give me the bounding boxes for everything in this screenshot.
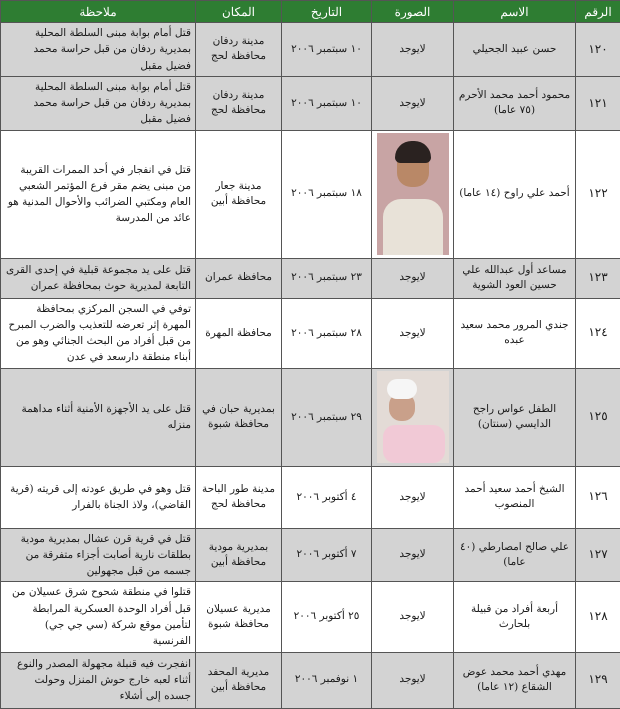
row-name: الطفل عواس راجح الدايسي (سنتان): [454, 368, 576, 466]
row-place: مدينة طور الباحة محافظة لحج: [196, 466, 282, 528]
row-num: ١٢٣: [576, 258, 620, 298]
row-name: جندي المرور محمد سعيد عبده: [454, 298, 576, 368]
row-photo-cell: [372, 130, 454, 258]
row-date: ٢٣ سبتمبر ٢٠٠٦: [282, 258, 372, 298]
row-name: أربعة أفراد من قبيلة بلحارث: [454, 582, 576, 652]
row-name: علي صالح امصارطي (٤٠ عاما): [454, 528, 576, 582]
table-row: [1, 298, 620, 368]
row-name: مساعد أول عبدالله علي حسين العود الشوية: [454, 258, 576, 298]
row-photo: لايوجد: [372, 298, 454, 368]
row-date: ٢٨ سبتمبر ٢٠٠٦: [282, 298, 372, 368]
table-row: [1, 466, 620, 528]
row-name: الشيخ أحمد سعيد أحمد المنصوب: [454, 466, 576, 528]
row-num: ١٢١: [576, 76, 620, 130]
table-row: [1, 258, 620, 298]
row-photo: لايوجد: [372, 76, 454, 130]
header-photo: الصورة: [372, 1, 454, 23]
row-place: بمديرية مودية محافظة أبين: [196, 528, 282, 582]
header-note: ملاحظة: [1, 1, 196, 23]
header-place: المكان: [196, 1, 282, 23]
row-date: ١٨ سبتمبر ٢٠٠٦: [282, 130, 372, 258]
table-row: [1, 130, 620, 258]
row-num: ١٢٤: [576, 298, 620, 368]
row-place: بمديرية حبان في محافظة شبوة: [196, 368, 282, 466]
row-note: توفي في السجن المركزي بمحافظة المهرة إثر تعرضه للتعذيب والضرب المبرح من قبل أفراد من البحث الجنائي وهو من أبناء منطقة دارسعد في عدن: [1, 298, 196, 368]
row-name: حسن عبيد الجحيلي: [454, 23, 576, 77]
row-note: قتل أمام بوابة مبنى السلطة المحلية بمديرية ردفان من قبل حراسة محمد فضيل مقبل: [1, 76, 196, 130]
row-photo: لايوجد: [372, 23, 454, 77]
row-date: ٢٩ سبتمبر ٢٠٠٦: [282, 368, 372, 466]
row-note: انفجرت فيه قنبلة مجهولة المصدر والنوع أثناء لعبه خارج حوش المنزل وحولت جسده إلى أشلاء: [1, 652, 196, 708]
table-header-row: [1, 1, 620, 23]
row-date: ١ نوفمبر ٢٠٠٦: [282, 652, 372, 708]
row-num: ١٢٧: [576, 528, 620, 582]
row-name: محمود أحمد محمد الأحرم (٧٥ عاما): [454, 76, 576, 130]
row-note: قتل في قرية قرن عشال بمديرية مودية بطلقات نارية أصابت أجزاء متفرقة من جسمه من قبل مجهولين: [1, 528, 196, 582]
header-num: الرقم: [576, 1, 620, 23]
table-row: [1, 652, 620, 708]
row-note: قتل في انفجار في أحد الممرات القريبة من مبنى يضم مقر فرع المؤتمر الشعبي العام ومكتبي الضرائب والأحوال المدنية هو عائد من المدرسة: [1, 130, 196, 258]
row-name: مهدي أحمد محمد عوض الشقاع (١٢ عاما): [454, 652, 576, 708]
row-date: ٧ أكتوبر ٢٠٠٦: [282, 528, 372, 582]
row-place: محافظة المهرة: [196, 298, 282, 368]
header-name: الاسم: [454, 1, 576, 23]
row-note: قتلوا في منطقة شحوح شرق عسيلان من قبل أفراد الوحدة العسكرية المرابطة لتأمين موقع شركة (سي جي جي) الفرنسية: [1, 582, 196, 652]
row-photo: لايوجد: [372, 582, 454, 652]
header-date: التاريخ: [282, 1, 372, 23]
row-photo: لايوجد: [372, 528, 454, 582]
row-place: محافظة عمران: [196, 258, 282, 298]
row-num: ١٢٥: [576, 368, 620, 466]
row-date: ١٠ سبتمبر ٢٠٠٦: [282, 23, 372, 77]
row-note: قتل على يد الأجهزة الأمنية أثناء مداهمة منزله: [1, 368, 196, 466]
row-photo: لايوجد: [372, 466, 454, 528]
row-num: ١٢٢: [576, 130, 620, 258]
row-num: ١٢٩: [576, 652, 620, 708]
row-photo: لايوجد: [372, 258, 454, 298]
table-row: [1, 528, 620, 582]
row-photo-cell: [372, 368, 454, 466]
table-row: [1, 582, 620, 652]
row-place: مدينة جعار محافظة أبين: [196, 130, 282, 258]
row-num: ١٢٠: [576, 23, 620, 77]
row-place: مديرية عسيلان محافظة شبوة: [196, 582, 282, 652]
table-row: [1, 76, 620, 130]
row-date: ١٠ سبتمبر ٢٠٠٦: [282, 76, 372, 130]
row-place: مديرية المحفد محافظة أبين: [196, 652, 282, 708]
victim-photo: [377, 133, 449, 255]
row-num: ١٢٦: [576, 466, 620, 528]
row-date: ٢٥ أكتوبر ٢٠٠٦: [282, 582, 372, 652]
row-note: قتل أمام بوابة مبنى السلطة المحلية بمديرية ردفان من قبل حراسة محمد فضيل مقبل: [1, 23, 196, 77]
row-note: قتل وهو في طريق عودته إلى قريته (قرية القاضي)، ولاذ الجناة بالفرار: [1, 466, 196, 528]
table-row: [1, 23, 620, 77]
table-row: [1, 368, 620, 466]
victim-photo: [377, 371, 449, 463]
row-num: ١٢٨: [576, 582, 620, 652]
row-name: أحمد علي راوح (١٤ عاما): [454, 130, 576, 258]
row-photo: لايوجد: [372, 652, 454, 708]
row-place: مدينة ردفان محافظة لحج: [196, 23, 282, 77]
row-place: مدينة ردفان محافظة لحج: [196, 76, 282, 130]
row-date: ٤ أكتوبر ٢٠٠٦: [282, 466, 372, 528]
row-note: قتل على يد مجموعة قبلية في إحدى القرى التابعة لمديرية حوث بمحافظة عمران: [1, 258, 196, 298]
